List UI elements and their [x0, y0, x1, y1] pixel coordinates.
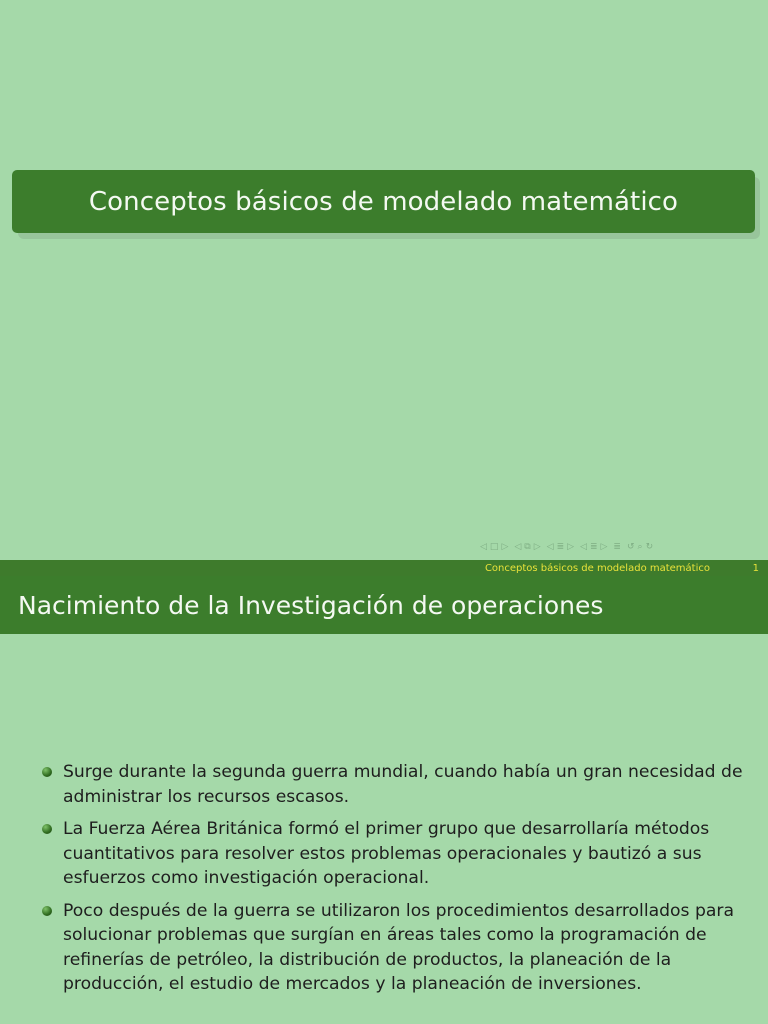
bullet-item — [40, 760, 752, 809]
nav-right-arrow-icon[interactable]: ▷ — [501, 542, 509, 552]
nav-frame-group[interactable] — [480, 542, 508, 552]
frame-title: Nacimiento de la Investigación de operaciones — [18, 590, 604, 620]
nav-right-arrow-icon[interactable]: ▷ — [533, 542, 541, 552]
nav-left-arrow-icon[interactable]: ◁ — [514, 542, 522, 552]
bullet-ball-icon — [42, 767, 52, 777]
frame-title-bar — [0, 576, 768, 634]
bullet-item — [40, 899, 752, 997]
slide-footer — [0, 560, 768, 576]
bullet-ball-icon — [42, 824, 52, 834]
bullet-ball-icon — [42, 906, 52, 916]
bullet-text: Poco después de la guerra se utilizaron los procedimientos desarrollados para solucionar problemas que surgían en áreas tales como la programación de refinerías de petróleo, la distribución de productos, la planeación de la producción, el estudio de mercados y la planeación de inversiones. — [63, 900, 735, 994]
nav-section-group[interactable] — [547, 542, 574, 552]
nav-left-arrow-icon[interactable]: ◁ — [546, 542, 554, 552]
nav-subsection-group[interactable] — [514, 542, 540, 552]
beamer-navigation-bar — [480, 538, 768, 556]
nav-subsection-icon[interactable]: ⧉ — [524, 542, 531, 552]
nav-document-icon[interactable]: ≣ — [589, 542, 598, 552]
nav-right-arrow-icon[interactable]: ▷ — [567, 542, 575, 552]
presentation-title-box — [12, 170, 755, 233]
nav-document-group[interactable] — [580, 542, 607, 552]
footer-title: Conceptos básicos de modelado matemático — [484, 562, 710, 574]
nav-section-icon[interactable]: ≣ — [556, 542, 565, 552]
nav-appendix-icon[interactable]: ≣ — [613, 542, 621, 552]
bullet-list — [40, 760, 752, 1005]
nav-search-icon[interactable]: ⌕ — [637, 542, 643, 552]
nav-frame-icon[interactable]: □ — [489, 542, 499, 552]
bullet-item — [40, 817, 752, 891]
nav-search-group[interactable] — [627, 542, 653, 552]
nav-left-arrow-icon[interactable]: ◁ — [480, 542, 487, 552]
footer-page-number: 1 — [752, 562, 759, 574]
nav-left-arrow-icon[interactable]: ◁ — [580, 542, 587, 552]
nav-forward-icon[interactable]: ↻ — [645, 542, 654, 552]
nav-back-icon[interactable]: ↺ — [626, 542, 635, 552]
bullet-text: La Fuerza Aérea Británica formó el primer grupo que desarrollaría métodos cuantitativos para resolver estos problemas operacionales y bautizó a sus esfuerzos como investigación operacional. — [63, 819, 710, 888]
bullet-text: Surge durante la segunda guerra mundial, cuando había un gran necesidad de administrar los recursos escasos. — [63, 762, 743, 807]
presentation-title: Conceptos básicos de modelado matemático — [88, 186, 679, 217]
nav-right-arrow-icon[interactable]: ▷ — [600, 542, 608, 552]
nav-appendix-group[interactable] — [613, 542, 621, 552]
